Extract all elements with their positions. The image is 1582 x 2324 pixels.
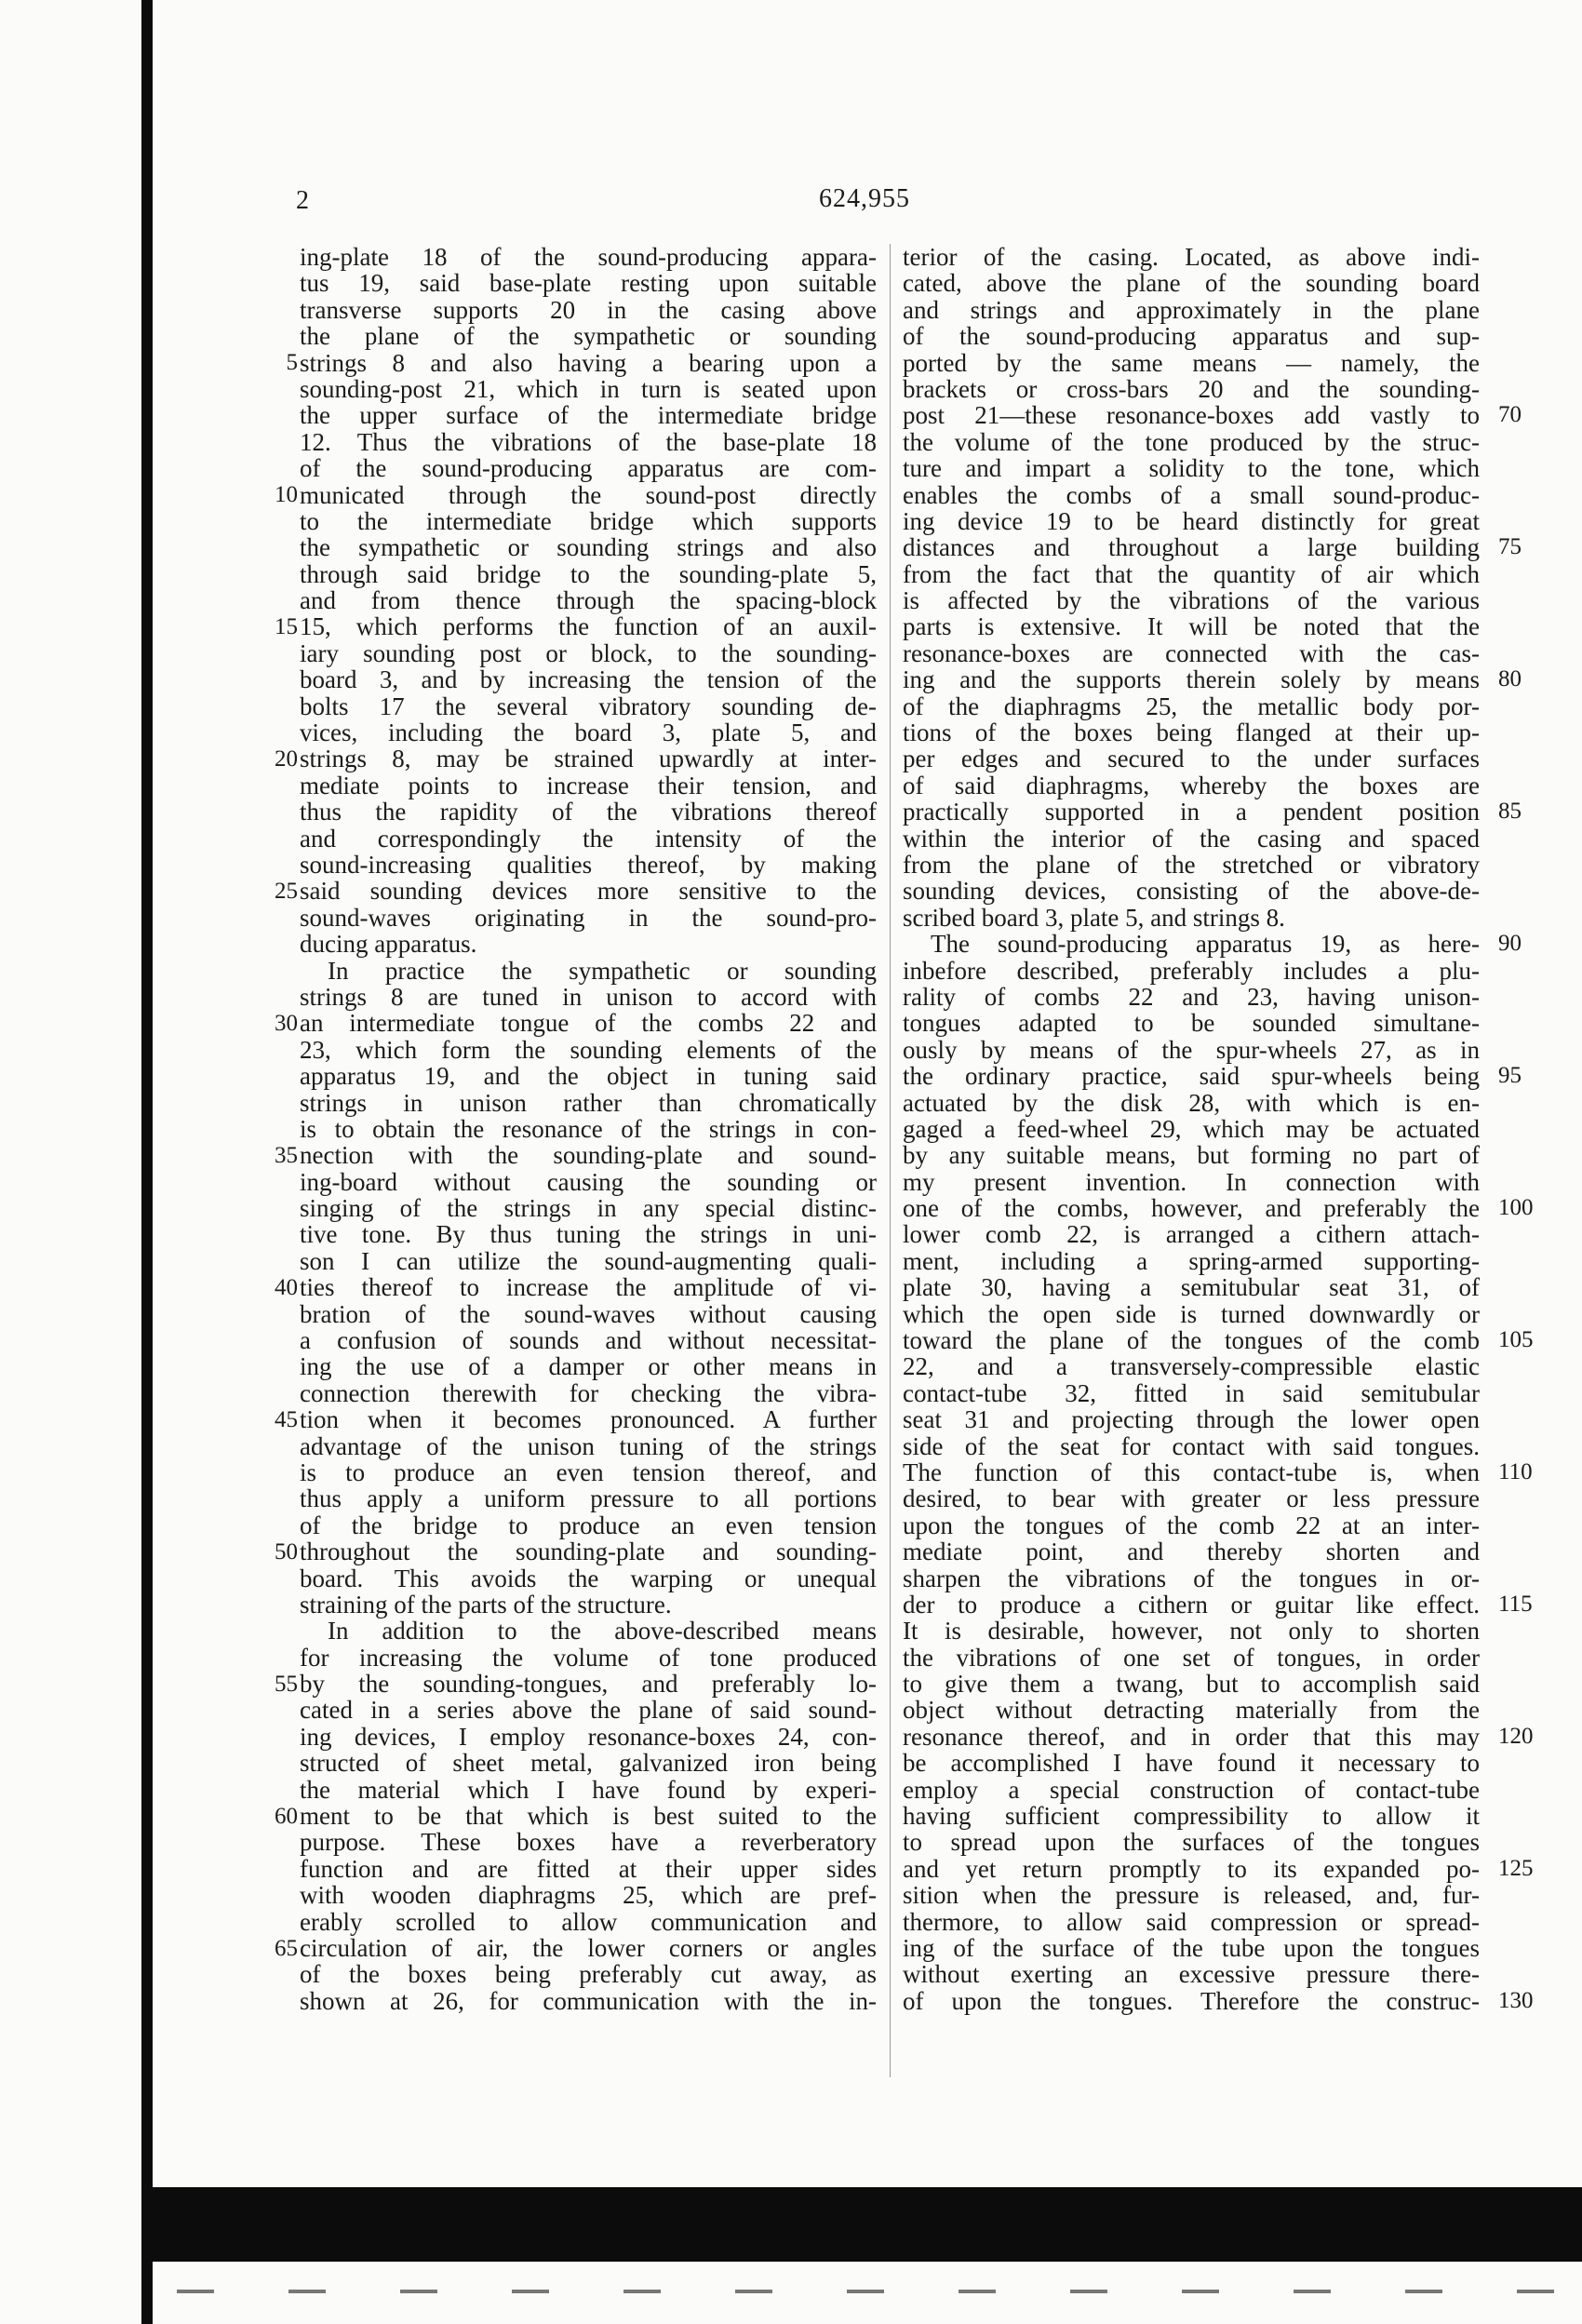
text-line: the sympathetic or sounding strings and also — [300, 533, 877, 562]
text-line: of upon the tongues. Therefore the construc- — [903, 1986, 1480, 2015]
text-line: strings 8, may be strained upwardly at inter- — [300, 745, 877, 773]
text-line: to give them a twang, but to accomplish said — [903, 1670, 1480, 1699]
line-number: 60 — [275, 1803, 298, 1829]
line-number: 65 — [275, 1935, 298, 1961]
text-line: plate 30, having a semitubular seat 31, of — [903, 1273, 1480, 1302]
text-line: In practice the sympathetic or sounding — [328, 956, 877, 985]
text-line: within the interior of the casing and spaced — [903, 824, 1480, 853]
text-line: connection therewith for checking the vibra- — [300, 1378, 877, 1407]
text-line: of the diaphragms 25, the metallic body por- — [903, 692, 1480, 720]
text-line: my present invention. In connection with — [903, 1167, 1480, 1196]
text-line: tongues adapted to be sounded simultane- — [903, 1009, 1480, 1038]
text-line: ment to be that which is best suited to the — [300, 1802, 877, 1831]
text-line: to the intermediate bridge which supports — [300, 506, 877, 535]
text-line: purpose. These boxes have a reverberatory — [300, 1828, 877, 1857]
text-line: sound-waves originating in the sound-pro- — [300, 903, 877, 932]
line-number: 35 — [275, 1142, 298, 1168]
text-line: actuated by the disk 28, with which is en- — [903, 1088, 1480, 1117]
text-line: It is desirable, however, not only to shorten — [903, 1617, 1480, 1646]
text-line: advantage of the unison tuning of the strings — [300, 1431, 877, 1460]
text-line: the volume of the tone produced by the struc- — [903, 427, 1480, 456]
text-line: rality of combs 22 and 23, having unison- — [903, 982, 1480, 1011]
text-line: for increasing the volume of tone produced — [300, 1643, 877, 1672]
text-line: mediate point, and thereby shorten and — [903, 1538, 1480, 1566]
text-line: the upper surface of the intermediate bridge — [300, 401, 877, 430]
text-line: and correspondingly the intensity of the — [300, 824, 877, 853]
text-line: be accomplished I have found it necessary to — [903, 1749, 1480, 1778]
text-line: The sound-producing apparatus 19, as here- — [931, 930, 1480, 959]
text-line: son I can utilize the sound-augmenting quali- — [300, 1246, 877, 1275]
column-divider — [890, 244, 891, 2077]
text-line: object without detracting materially from the — [903, 1696, 1480, 1725]
text-line: apparatus 19, and the object in tuning said — [300, 1062, 877, 1091]
line-number: 75 — [1498, 534, 1522, 560]
text-line: and strings and approximately in the plane — [903, 295, 1480, 324]
text-line: cated, above the plane of the sounding board — [903, 269, 1480, 298]
text-line: function and are fitted at their upper sides — [300, 1854, 877, 1883]
text-line: throughout the sounding-plate and sounding- — [300, 1538, 877, 1566]
text-line: inbefore described, preferably includes a plu- — [903, 956, 1480, 985]
text-line: the vibrations of one set of tongues, in order — [903, 1643, 1480, 1672]
text-line: one of the combs, however, and preferably the — [903, 1194, 1480, 1223]
text-line: of the sound-producing apparatus and sup- — [903, 322, 1480, 351]
text-line: scribed board 3, plate 5, and strings 8. — [903, 903, 1285, 932]
text-line: ing-board without causing the sounding or — [300, 1167, 877, 1196]
right-text-column — [903, 244, 1480, 2014]
text-line: and yet return promptly to its expanded po- — [903, 1854, 1480, 1883]
text-line: ing-plate 18 of the sound-producing appara- — [300, 243, 877, 271]
text-line: by the sounding-tongues, and preferably lo- — [300, 1670, 877, 1699]
text-line: tive tone. By thus tuning the strings in uni- — [300, 1220, 877, 1249]
text-line: In addition to the above-described means — [328, 1617, 877, 1646]
text-line: an intermediate tongue of the combs 22 and — [300, 1009, 877, 1038]
text-line: the material which I have found by experi- — [300, 1775, 877, 1804]
text-line: ing of the surface of the tube upon the tongues — [903, 1934, 1480, 1962]
text-line: singing of the strings in any special distinc- — [300, 1194, 877, 1223]
text-line: is to obtain the resonance of the strings in con- — [300, 1114, 877, 1143]
text-line: tion when it becomes pronounced. A further — [300, 1405, 877, 1434]
text-line: through said bridge to the sounding-plate 5, — [300, 559, 877, 588]
text-line: 15, which performs the function of an auxil- — [300, 612, 877, 641]
line-number: 20 — [275, 746, 298, 772]
text-line: iary sounding post or block, to the sounding- — [300, 638, 877, 667]
text-line: brackets or cross-bars 20 and the sounding- — [903, 374, 1480, 403]
text-line: resonance-boxes are connected with the cas- — [903, 638, 1480, 667]
line-number: 70 — [1498, 402, 1522, 428]
line-number: 95 — [1498, 1063, 1522, 1089]
line-number: 25 — [275, 878, 298, 904]
text-line: ing device 19 to be heard distinctly for great — [903, 506, 1480, 535]
line-number: 10 — [275, 481, 298, 507]
text-line: desired, to bear with greater or less pressure — [903, 1484, 1480, 1513]
text-line: tions of the boxes being flanged at their up- — [903, 719, 1480, 747]
text-line: of the boxes being preferably cut away, as — [300, 1960, 877, 1989]
text-line: The function of this contact-tube is, when — [903, 1458, 1480, 1486]
text-line: ing devices, I employ resonance-boxes 24, con- — [300, 1722, 877, 1751]
text-line: straining of the parts of the structure. — [300, 1590, 672, 1619]
line-number: 50 — [275, 1538, 298, 1565]
text-line: tus 19, said base-plate resting upon suitable — [300, 269, 877, 298]
text-line: having sufficient compressibility to allow it — [903, 1802, 1480, 1831]
text-line: bolts 17 the several vibratory sounding de- — [300, 692, 877, 720]
text-line: ducing apparatus. — [300, 930, 477, 959]
text-line: of the sound-producing apparatus are com- — [300, 454, 877, 483]
text-line: and from thence through the spacing-block — [300, 586, 877, 615]
text-line: the plane of the sympathetic or sounding — [300, 322, 877, 351]
text-line: 12. Thus the vibrations of the base-plate 18 — [300, 427, 877, 456]
text-line: transverse supports 20 in the casing above — [300, 295, 877, 324]
text-line: with wooden diaphragms 25, which are pref- — [300, 1881, 877, 1910]
text-line: ported by the same means — namely, the — [903, 348, 1480, 377]
line-number: 90 — [1498, 931, 1522, 957]
text-line: parts is extensive. It will be noted that the — [903, 612, 1480, 641]
line-number: 40 — [275, 1274, 298, 1300]
text-line: thermore, to allow said compression or spread- — [903, 1907, 1480, 1936]
line-number: 5 — [286, 349, 298, 375]
text-line: ment, including a spring-armed supporting- — [903, 1246, 1480, 1275]
text-line: employ a special construction of contact-tube — [903, 1775, 1480, 1804]
text-line: upon the tongues of the comb 22 at an inter- — [903, 1511, 1480, 1539]
line-number: 120 — [1498, 1724, 1534, 1750]
text-line: practically supported in a pendent position — [903, 798, 1480, 826]
text-line: contact-tube 32, fitted in said semitubular — [903, 1378, 1480, 1407]
text-line: nection with the sounding-plate and sound- — [300, 1141, 877, 1170]
text-line: toward the plane of the tongues of the comb — [903, 1326, 1480, 1355]
left-text-column — [300, 244, 877, 2014]
text-line: is affected by the vibrations of the various — [903, 586, 1480, 615]
text-line: terior of the casing. Located, as above indi- — [903, 243, 1480, 271]
line-number: 115 — [1498, 1592, 1533, 1618]
patent-number: 624,955 — [819, 184, 910, 213]
text-line: ties thereof to increase the amplitude of vi- — [300, 1273, 877, 1302]
text-line: shown at 26, for communication with the in- — [300, 1986, 877, 2015]
text-line: to spread upon the surfaces of the tongues — [903, 1828, 1480, 1857]
text-line: ing and the supports therein solely by means — [903, 665, 1480, 694]
text-line: erably scrolled to allow communication and — [300, 1907, 877, 1936]
text-line: municated through the sound-post directly — [300, 480, 877, 509]
scan-border-bottom — [141, 2187, 1582, 2262]
scan-border-left — [141, 0, 153, 2324]
text-line: ture and impart a solidity to the tone, which — [903, 454, 1480, 483]
text-line: sounding-post 21, which in turn is seated upon — [300, 374, 877, 403]
line-number: 80 — [1498, 666, 1522, 692]
text-line: said sounding devices more sensitive to the — [300, 877, 877, 906]
text-line: a confusion of sounds and without necessitat- — [300, 1326, 877, 1355]
line-number: 110 — [1498, 1459, 1533, 1485]
line-number: 30 — [275, 1010, 298, 1036]
page-number: 2 — [296, 186, 309, 215]
text-line: by any suitable means, but forming no part of — [903, 1141, 1480, 1170]
text-line: which the open side is turned downwardly or — [903, 1299, 1480, 1328]
text-line: sound-increasing qualities thereof, by making — [300, 850, 877, 879]
text-line: of said diaphragms, whereby the boxes are — [903, 771, 1480, 799]
text-line: der to produce a cithern or guitar like effect. — [903, 1590, 1480, 1619]
text-line: from the fact that the quantity of air which — [903, 559, 1480, 588]
line-number: 130 — [1498, 1988, 1534, 2014]
text-line: bration of the sound-waves without causing — [300, 1299, 877, 1328]
text-line: gaged a feed-wheel 29, which may be actuated — [903, 1114, 1480, 1143]
line-number: 125 — [1498, 1856, 1534, 1882]
text-line: lower comb 22, is arranged a cithern attach- — [903, 1220, 1480, 1249]
text-line: resonance thereof, and in order that this may — [903, 1722, 1480, 1751]
text-line: sition when the pressure is released, and, fur- — [903, 1881, 1480, 1910]
text-line: strings 8 are tuned in unison to accord with — [300, 982, 877, 1011]
line-number: 105 — [1498, 1327, 1534, 1353]
text-line: from the plane of the stretched or vibratory — [903, 850, 1480, 879]
text-line: sounding devices, consisting of the above-de- — [903, 877, 1480, 906]
text-line: post 21—these resonance-boxes add vastly to — [903, 401, 1480, 430]
text-line: board 3, and by increasing the tension of the — [300, 665, 877, 694]
text-line: strings in unison rather than chromatically — [300, 1088, 877, 1117]
text-line: per edges and secured to the under surfaces — [903, 745, 1480, 773]
text-line: strings 8 and also having a bearing upon a — [300, 348, 877, 377]
text-line: sharpen the vibrations of the tongues in or- — [903, 1564, 1480, 1592]
text-line: 22, and a transversely-compressible elastic — [903, 1352, 1480, 1381]
text-line: distances and throughout a large building — [903, 533, 1480, 562]
text-line: the ordinary practice, said spur-wheels being — [903, 1062, 1480, 1091]
text-line: ing the use of a damper or other means in — [300, 1352, 877, 1381]
text-line: board. This avoids the warping or unequal — [300, 1564, 877, 1592]
text-line: thus the rapidity of the vibrations thereof — [300, 798, 877, 826]
text-line: seat 31 and projecting through the lower open — [903, 1405, 1480, 1434]
text-line: thus apply a uniform pressure to all portions — [300, 1484, 877, 1513]
line-number: 85 — [1498, 799, 1522, 825]
line-number: 15 — [275, 613, 298, 639]
text-line: without exerting an excessive pressure there- — [903, 1960, 1480, 1989]
text-line: mediate points to increase their tension, and — [300, 771, 877, 799]
text-line: vices, including the board 3, plate 5, and — [300, 719, 877, 747]
text-line: circulation of air, the lower corners or angles — [300, 1934, 877, 1962]
text-line: 23, which form the sounding elements of the — [300, 1035, 877, 1064]
text-line: is to produce an even tension thereof, and — [300, 1458, 877, 1486]
text-line: structed of sheet metal, galvanized iron being — [300, 1749, 877, 1778]
line-number: 45 — [275, 1406, 298, 1432]
text-line: ously by means of the spur-wheels 27, as in — [903, 1035, 1480, 1064]
text-line: of the bridge to produce an even tension — [300, 1511, 877, 1539]
scan-artifact-dashes — [177, 2290, 1554, 2293]
line-number: 55 — [275, 1671, 298, 1697]
text-line: cated in a series above the plane of said sound- — [300, 1696, 877, 1725]
line-number: 100 — [1498, 1195, 1534, 1221]
text-line: side of the seat for contact with said tongues. — [903, 1431, 1480, 1460]
text-line: enables the combs of a small sound-produc- — [903, 480, 1480, 509]
